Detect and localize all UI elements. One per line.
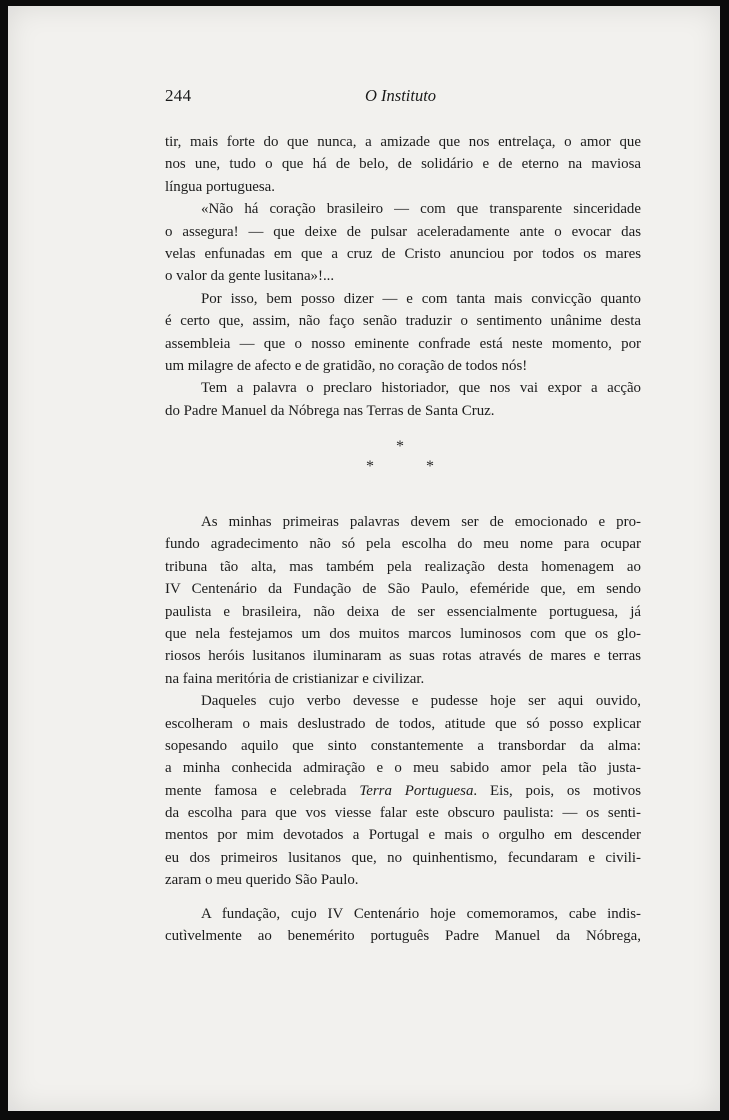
text-line: mentos por mim devotados a Portugal e mais o orgulho em descender bbox=[165, 827, 641, 844]
text-line: «Não há coração brasileiro — com que transparente sinceridade bbox=[201, 201, 641, 218]
text-line: escolheram o mais deslustrado de todos, atitude que só posso explicar bbox=[165, 715, 641, 732]
text-line: IV Centenário da Fundação de São Paulo, efeméride que, em sendo bbox=[165, 581, 641, 598]
text-line: paulista e brasileira, não deixa de ser essencialmente portuguesa, já bbox=[165, 603, 641, 620]
text-line: a minha conhecida admiração e o meu sabido amor pela tão justa- bbox=[165, 760, 641, 777]
text-fragment: . Eis, pois, os motivos bbox=[473, 782, 641, 799]
text-line: o valor da gente lusitana»!... bbox=[165, 268, 335, 285]
text-line: riosos heróis lusitanos iluminaram as suas rotas através de mares e terras bbox=[165, 648, 641, 665]
text-line: tir, mais forte do que nunca, a amizade que nos entrelaça, o amor que bbox=[165, 134, 641, 150]
section-1-text bbox=[165, 131, 641, 422]
text-line: o assegura! — que deixe de pulsar aceleradamente ante o evocar das bbox=[165, 223, 641, 240]
text-line: é certo que, assim, não faço senão traduzir o sentimento unânime desta bbox=[165, 313, 641, 330]
text-line: Daqueles cujo verbo devesse e pudesse hoje ser aqui ouvido, bbox=[201, 693, 641, 710]
text-line: que nela festejamos um dos muitos marcos luminosos com que os glo- bbox=[165, 625, 641, 642]
asterisk-top: * bbox=[396, 438, 404, 455]
text-line: A fundação, cujo IV Centenário hoje comemoramos, cabe indis- bbox=[201, 906, 641, 922]
text-fragment: mente famosa e celebrada bbox=[165, 782, 360, 799]
text-line: língua portuguesa. bbox=[165, 178, 276, 195]
text-line: Por isso, bem posso dizer — e com tanta mais convicção quanto bbox=[201, 290, 641, 307]
text-line: assembleia — que o nosso eminente confrade está neste momento, por bbox=[165, 335, 641, 352]
text-line: nos une, tudo o que há de belo, de solidário e de eterno na maviosa bbox=[165, 156, 641, 173]
asterisk-right: * bbox=[426, 458, 434, 475]
text-line: na faina meritória de cristianizar e civilizar. bbox=[165, 670, 425, 687]
text-line: um milagre de afecto e de gratidão, no coração de todos nós! bbox=[165, 357, 528, 374]
book-title: Terra Portuguesa bbox=[359, 782, 474, 799]
text-line: da escolha para que vos viesse falar este obscuro paulista: — os senti- bbox=[165, 805, 641, 822]
page-number: 244 bbox=[165, 86, 192, 105]
text-line: zaram o meu querido São Paulo. bbox=[165, 872, 359, 889]
text-line: eu dos primeiros lusitanos que, no quinhentismo, fecundaram e civili- bbox=[165, 849, 641, 866]
text-line: tribuna tão alta, mas também pela realização desta homenagem ao bbox=[165, 558, 641, 575]
running-title: O Instituto bbox=[365, 86, 437, 105]
text-line: cutìvelmente ao benemérito português Padre Manuel da Nóbrega, bbox=[165, 928, 641, 945]
asterisk-left: * bbox=[366, 458, 374, 475]
text-line: do Padre Manuel da Nóbrega nas Terras de Santa Cruz. bbox=[165, 402, 495, 419]
text-line bbox=[165, 780, 641, 802]
text-line: fundo agradecimento não só pela escolha do meu nome para ocupar bbox=[165, 536, 641, 553]
section-3-text bbox=[165, 903, 641, 948]
section-2-text bbox=[165, 511, 641, 892]
text-line: As minhas primeiras palavras devem ser de emocionado e pro- bbox=[201, 514, 641, 530]
running-head bbox=[165, 86, 642, 108]
text-line: sopesando aquilo que sinto constantemente a transbordar da alma: bbox=[165, 737, 641, 754]
text-line: Tem a palavra o preclaro historiador, que nos vai expor a acção bbox=[201, 380, 641, 397]
text-line: velas enfunadas em que a cruz de Cristo anunciou por todos os mares bbox=[165, 245, 641, 262]
